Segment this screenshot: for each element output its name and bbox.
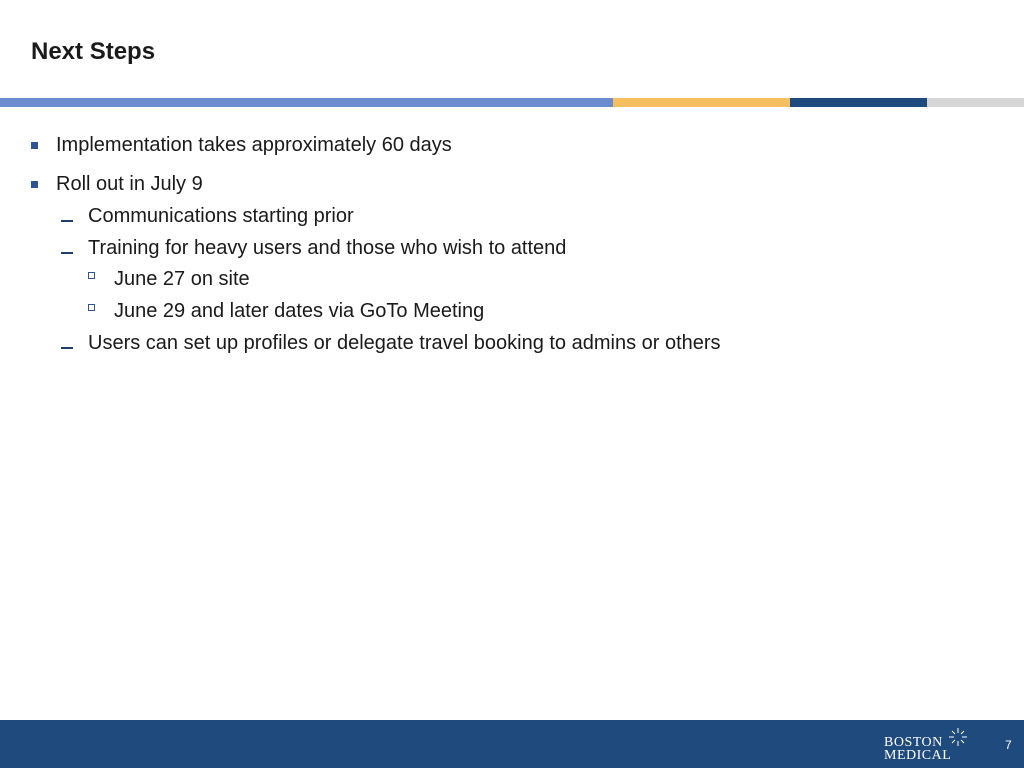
dash-bullet-icon — [61, 347, 73, 349]
bullet-item-level3: June 27 on site — [114, 268, 250, 290]
stripe-segment-navy — [790, 98, 927, 107]
star-burst-icon — [947, 726, 969, 748]
dash-bullet-icon — [61, 252, 73, 254]
dash-bullet-icon — [61, 220, 73, 222]
bullet-item-level2: Communications starting prior — [88, 205, 354, 227]
bullet-item-level2: Training for heavy users and those who wish to attend — [88, 237, 567, 259]
header-color-stripe — [0, 98, 1024, 107]
bullet-item-level3: June 29 and later dates via GoTo Meeting — [114, 300, 485, 322]
hollow-square-bullet-icon — [88, 272, 95, 279]
stripe-segment-gold — [613, 98, 790, 107]
square-bullet-icon — [31, 142, 38, 149]
stripe-segment-blue — [0, 98, 613, 107]
hollow-square-bullet-icon — [88, 304, 95, 311]
square-bullet-icon — [31, 181, 38, 188]
bullet-item-level1: Roll out in July 9 — [56, 173, 203, 195]
slide-title: Next Steps — [31, 38, 156, 65]
bullet-item-level1: Implementation takes approximately 60 days — [56, 134, 452, 156]
logo-text-line1: BOSTON — [884, 735, 943, 750]
boston-medical-logo — [884, 736, 976, 764]
page-number: 7 — [1005, 738, 1012, 752]
bullet-item-level2: Users can set up profiles or delegate travel booking to admins or others — [88, 332, 721, 354]
footer-bar — [0, 720, 1024, 768]
stripe-segment-gray — [927, 98, 1024, 107]
logo-text-line2: MEDICAL — [884, 748, 952, 763]
